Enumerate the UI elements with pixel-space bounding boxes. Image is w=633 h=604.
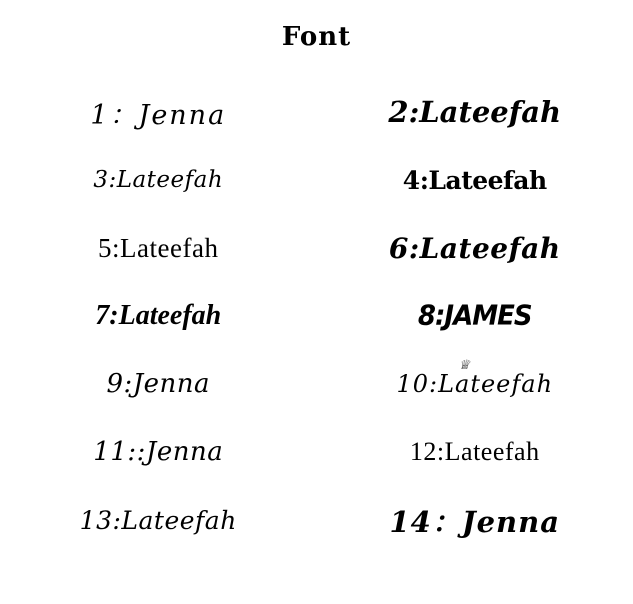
font-sample-label: 4:Lateefah: [403, 166, 547, 195]
font-sample-1: [0, 78, 317, 146]
font-sample-label: 14：Jenna: [390, 500, 561, 541]
font-sample-sheet: [0, 22, 633, 604]
font-sample-3: [0, 146, 317, 214]
font-sample-8: [317, 282, 633, 350]
font-sample-5: [0, 214, 317, 282]
font-sample-label: 1：Jenna: [90, 93, 226, 132]
font-sample-7: [0, 282, 317, 350]
font-sample-9: [0, 350, 317, 418]
font-sample-4: [317, 146, 633, 214]
font-sample-2: [317, 78, 633, 146]
font-sample-label: 7:Lateefah: [95, 300, 221, 332]
font-sample-6: [317, 214, 633, 282]
font-sample-label: 11::Jenna: [93, 437, 223, 467]
font-sample-10: [317, 350, 633, 418]
font-sample-label: [396, 370, 553, 398]
font-sample-14: [317, 486, 633, 554]
font-sample-label: 8:JAMES: [418, 300, 532, 332]
font-sample-text: 10:Lateefah: [396, 370, 553, 398]
font-sample-label: 12:Lateefah: [410, 437, 540, 467]
font-sample-label: 2:Lateefah: [388, 95, 561, 129]
font-sample-13: [0, 486, 317, 554]
font-sample-grid: [0, 78, 633, 554]
page-title: Font: [0, 22, 633, 52]
font-sample-label: 6:Lateefah: [389, 232, 561, 265]
font-sample-11: [0, 418, 317, 486]
crown-icon: ♕: [458, 359, 471, 372]
font-sample-label: 3:Lateefah: [93, 167, 223, 193]
font-sample-label: 9:Jenna: [106, 369, 210, 399]
font-sample-label: 5:Lateefah: [98, 233, 218, 264]
font-sample-12: [317, 418, 633, 486]
font-sample-label: 13:Lateefah: [80, 506, 237, 535]
